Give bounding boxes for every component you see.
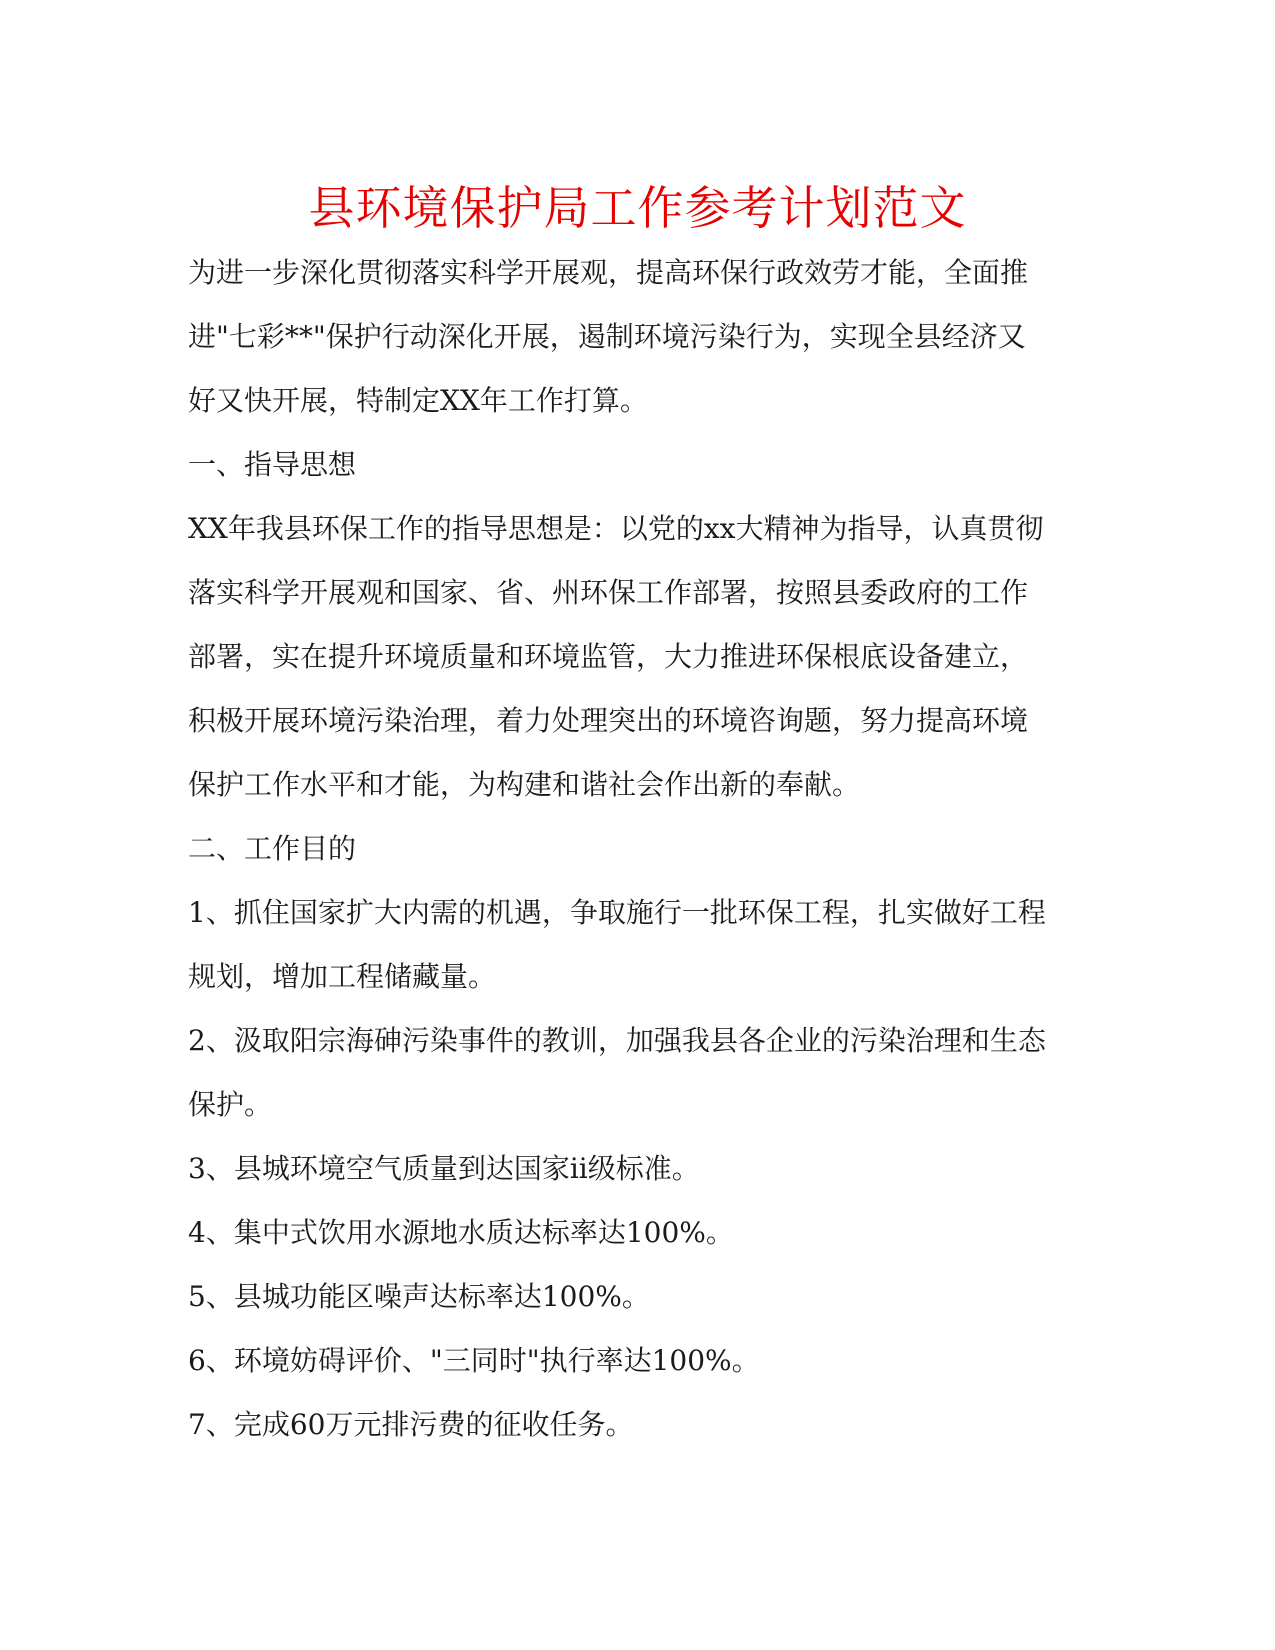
- list-item: 1、抓住国家扩大内需的机遇，争取施行一批环保工程，扎实做好工程: [188, 896, 1046, 929]
- paragraph-line: 落实科学开展观和国家、省、州环保工作部署，按照县委政府的工作: [188, 576, 1029, 609]
- list-item: 4、集中式饮用水源地水质达标率达100%。: [188, 1216, 734, 1249]
- paragraph-line: 好又快开展，特制定XX年工作打算。: [188, 384, 648, 417]
- section-heading: 一、指导思想: [188, 448, 357, 481]
- section-heading: 二、工作目的: [188, 832, 357, 865]
- list-item: 7、完成60万元排污费的征收任务。: [188, 1408, 634, 1441]
- list-item: 6、环境妨碍评价、"三同时"执行率达100%。: [188, 1344, 760, 1377]
- list-item: 2、汲取阳宗海砷污染事件的教训，加强我县各企业的污染治理和生态: [188, 1024, 1046, 1057]
- paragraph-line: 为进一步深化贯彻落实科学开展观，提高环保行政效劳才能，全面推: [188, 256, 1029, 289]
- document-title: 县环境保护局工作参考计划范文: [308, 181, 967, 235]
- list-item: 3、县城环境空气质量到达国家ii级标准。: [188, 1152, 700, 1185]
- list-item-continuation: 规划，增加工程储藏量。: [188, 960, 497, 993]
- list-item: 5、县城功能区噪声达标率达100%。: [188, 1280, 650, 1313]
- paragraph-line: 部署，实在提升环境质量和环境监管，大力推进环保根底设备建立，: [188, 640, 1029, 673]
- paragraph-line: XX年我县环保工作的指导思想是：以党的xx大精神为指导，认真贯彻: [188, 512, 1044, 545]
- document-body: [188, 241, 1088, 1457]
- paragraph-line: 进"七彩**"保护行动深化开展，遏制环境污染行为，实现全县经济又: [188, 320, 1026, 353]
- paragraph-line: 积极开展环境污染治理，着力处理突出的环境咨询题，努力提高环境: [188, 704, 1029, 737]
- list-item-continuation: 保护。: [188, 1088, 273, 1121]
- paragraph-line: 保护工作水平和才能，为构建和谐社会作出新的奉献。: [188, 768, 861, 801]
